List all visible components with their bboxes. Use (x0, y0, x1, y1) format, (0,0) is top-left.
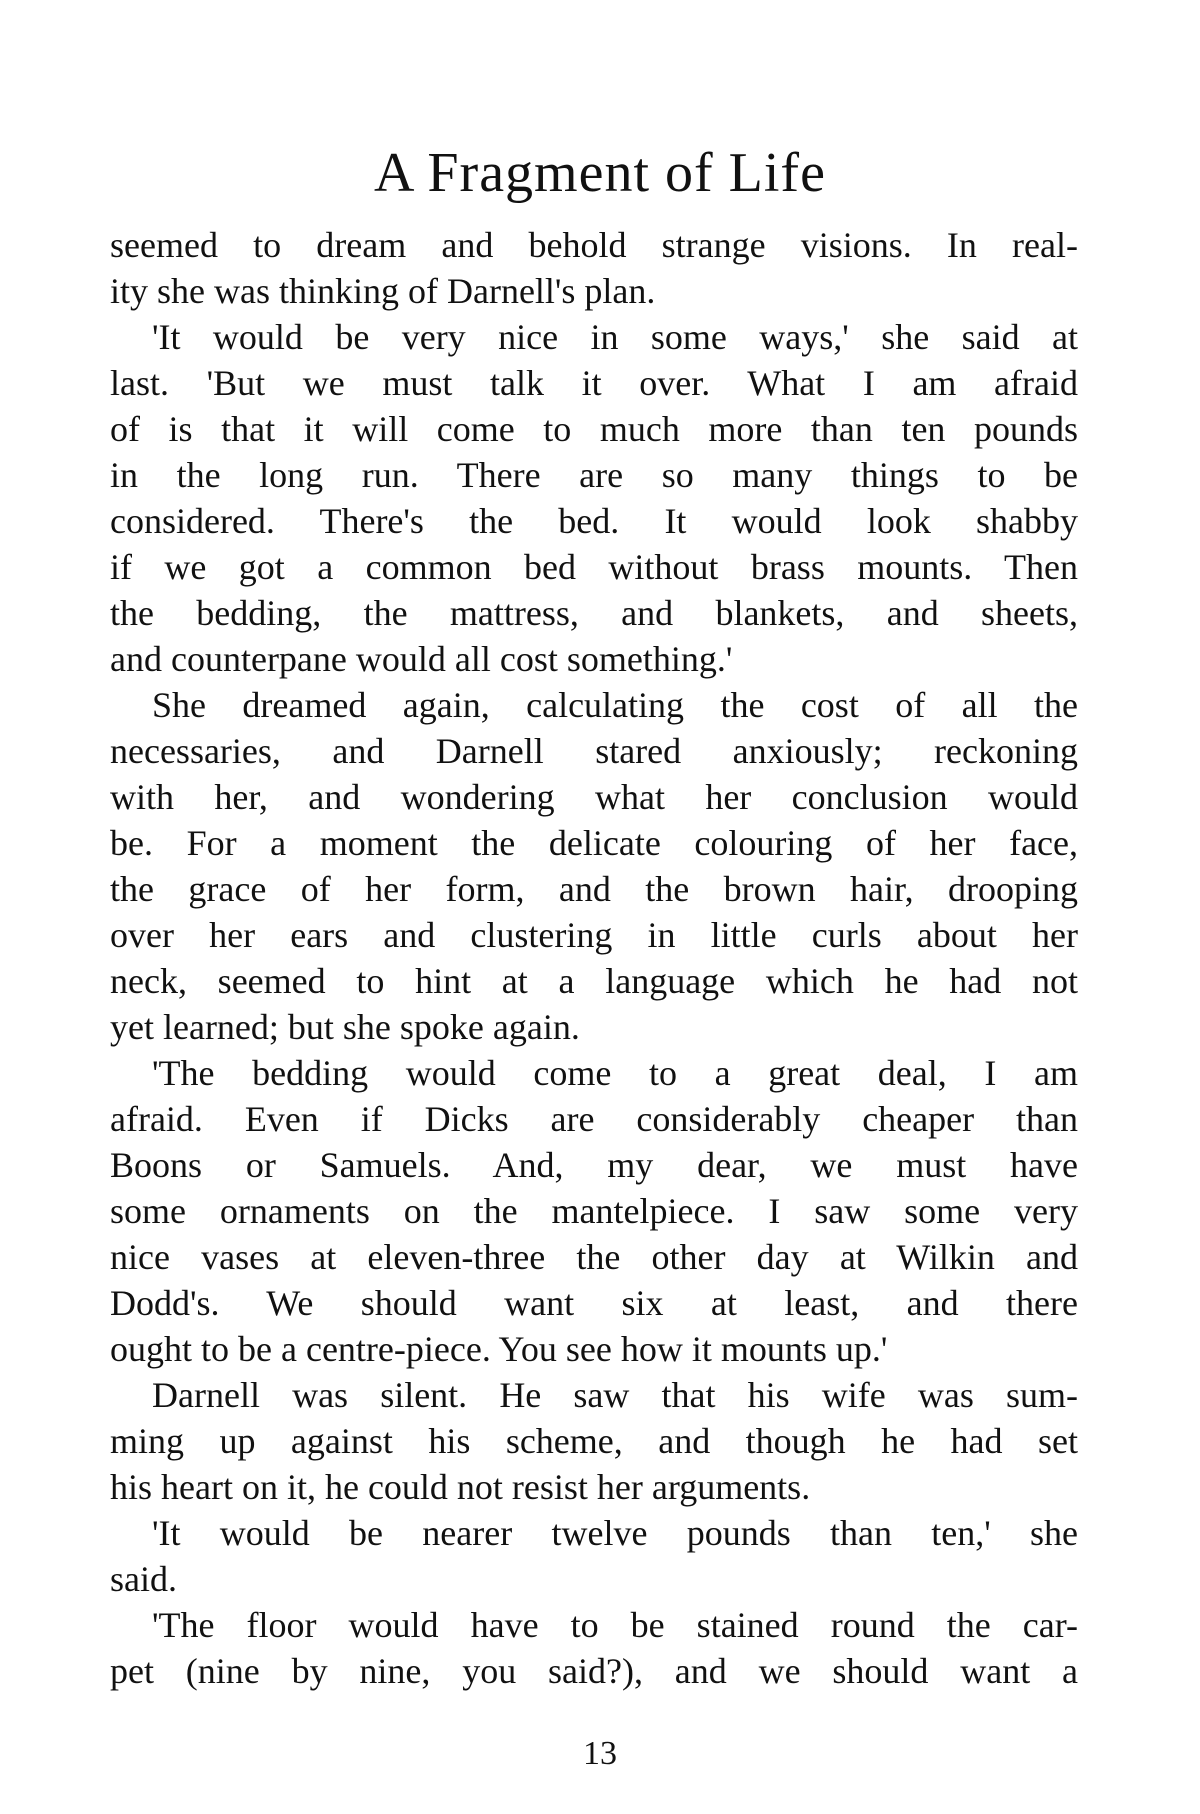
text-line: seemed to dream and behold strange visions. In real- (110, 225, 1078, 265)
text-line: yet learned; but she spoke again. (110, 1007, 580, 1047)
text-line: of is that it will come to much more than ten pounds (110, 409, 1078, 449)
text-line: 'It would be very nice in some ways,' she said at (152, 317, 1078, 357)
text-line: Dodd's. We should want six at least, and there (110, 1283, 1078, 1323)
text-line: nice vases at eleven-three the other day at Wilkin and (110, 1237, 1078, 1277)
page-number: 13 (583, 1735, 617, 1772)
text-line: Darnell was silent. He saw that his wife was sum- (152, 1375, 1078, 1415)
text-line: some ornaments on the mantelpiece. I saw some very (110, 1191, 1078, 1231)
text-line: 'The bedding would come to a great deal, I am (152, 1053, 1078, 1093)
text-line: ity she was thinking of Darnell's plan. (110, 271, 656, 311)
text-line: 'It would be nearer twelve pounds than ten,' she (152, 1513, 1078, 1553)
text-line: his heart on it, he could not resist her arguments. (110, 1467, 811, 1507)
text-line: afraid. Even if Dicks are considerably cheaper than (110, 1099, 1078, 1139)
text-line: 'The floor would have to be stained round the car- (152, 1605, 1078, 1645)
text-line: neck, seemed to hint at a language which he had not (110, 961, 1078, 1001)
text-line: ming up against his scheme, and though he had set (110, 1421, 1078, 1461)
text-line: Boons or Samuels. And, my dear, we must have (110, 1145, 1078, 1185)
running-title: A Fragment of Life (374, 142, 826, 204)
text-line: and counterpane would all cost something.' (110, 639, 733, 679)
text-line: with her, and wondering what her conclusion would (110, 777, 1078, 817)
text-line: over her ears and clustering in little curls about her (110, 915, 1078, 955)
text-line: the bedding, the mattress, and blankets, and sheets, (110, 593, 1078, 633)
text-line: if we got a common bed without brass mounts. Then (110, 547, 1078, 587)
text-line: pet (nine by nine, you said?), and we should want a (110, 1651, 1078, 1691)
body-text (110, 222, 1078, 1694)
text-line: ought to be a centre-piece. You see how it mounts up.' (110, 1329, 888, 1369)
text-line: She dreamed again, calculating the cost of all the (152, 685, 1078, 725)
text-line: said. (110, 1559, 177, 1599)
text-line: be. For a moment the delicate colouring of her face, (110, 823, 1078, 863)
text-line: necessaries, and Darnell stared anxiously; reckoning (110, 731, 1078, 771)
text-line: in the long run. There are so many things to be (110, 455, 1078, 495)
text-line: considered. There's the bed. It would look shabby (110, 501, 1078, 541)
text-line: the grace of her form, and the brown hair, drooping (110, 869, 1078, 909)
text-line: last. 'But we must talk it over. What I am afraid (110, 363, 1078, 403)
